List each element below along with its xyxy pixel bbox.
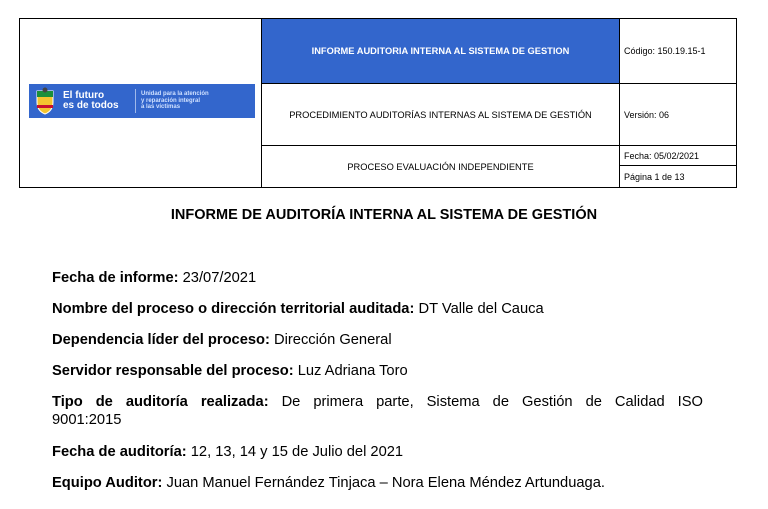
field-label: Servidor responsable del proceso: <box>52 363 294 379</box>
procedure-title-cell: PROCEDIMIENTO AUDITORÍAS INTERNAS AL SISTEMA DE GESTIÓN <box>262 84 620 146</box>
responsible-field <box>52 362 703 380</box>
logo-divider <box>135 89 136 113</box>
field-value: De primera parte, Sistema de Gestión de Calidad ISO <box>281 394 703 410</box>
field-value: DT Valle del Cauca <box>418 301 544 317</box>
audit-team-field <box>52 474 703 492</box>
field-label: Tipo de auditoría realizada: <box>52 394 269 410</box>
field-value-continued: 9001:2015 <box>52 412 122 428</box>
field-label: Dependencia líder del proceso: <box>52 332 270 348</box>
report-title-cell: INFORME AUDITORIA INTERNA AL SISTEMA DE GESTION <box>262 19 620 84</box>
page-cell: Página 1 de 13 <box>624 171 685 182</box>
field-label: Equipo Auditor: <box>52 475 163 491</box>
code-cell: Código: 150.19.15-1 <box>620 19 736 84</box>
date-cell: Fecha: 05/02/2021 <box>620 146 736 166</box>
brand-slogan: El futuro es de todos <box>63 90 119 111</box>
version-cell: Versión: 06 <box>620 84 736 146</box>
unit-name: Unidad para la atención y reparación integral a las víctimas <box>141 91 209 111</box>
field-label: Nombre del proceso o dirección territorial auditada: <box>52 301 415 317</box>
audit-date-field <box>52 443 703 461</box>
logo-cell <box>20 19 262 187</box>
field-value: 23/07/2021 <box>182 270 257 286</box>
field-value: 12, 13, 14 y 15 de Julio del 2021 <box>190 444 404 460</box>
lead-unit-field <box>52 331 703 349</box>
field-value: Luz Adriana Toro <box>297 363 408 379</box>
process-name-field <box>52 300 703 318</box>
document-title: INFORME DE AUDITORÍA INTERNA AL SISTEMA DE GESTIÓN <box>170 207 598 223</box>
process-title-cell: PROCESO EVALUACIÓN INDEPENDIENTE <box>262 146 620 187</box>
field-value: Dirección General <box>274 332 392 348</box>
coat-of-arms-icon <box>33 87 57 115</box>
audit-type-field <box>52 393 703 429</box>
document-header-table <box>19 18 737 188</box>
report-date-field <box>52 269 703 287</box>
field-label: Fecha de informe: <box>52 270 179 286</box>
institution-logo-banner <box>29 84 255 118</box>
field-value: Juan Manuel Fernández Tinjaca – Nora Elena Méndez Artunduaga. <box>166 475 605 491</box>
field-label: Fecha de auditoría: <box>52 444 187 460</box>
